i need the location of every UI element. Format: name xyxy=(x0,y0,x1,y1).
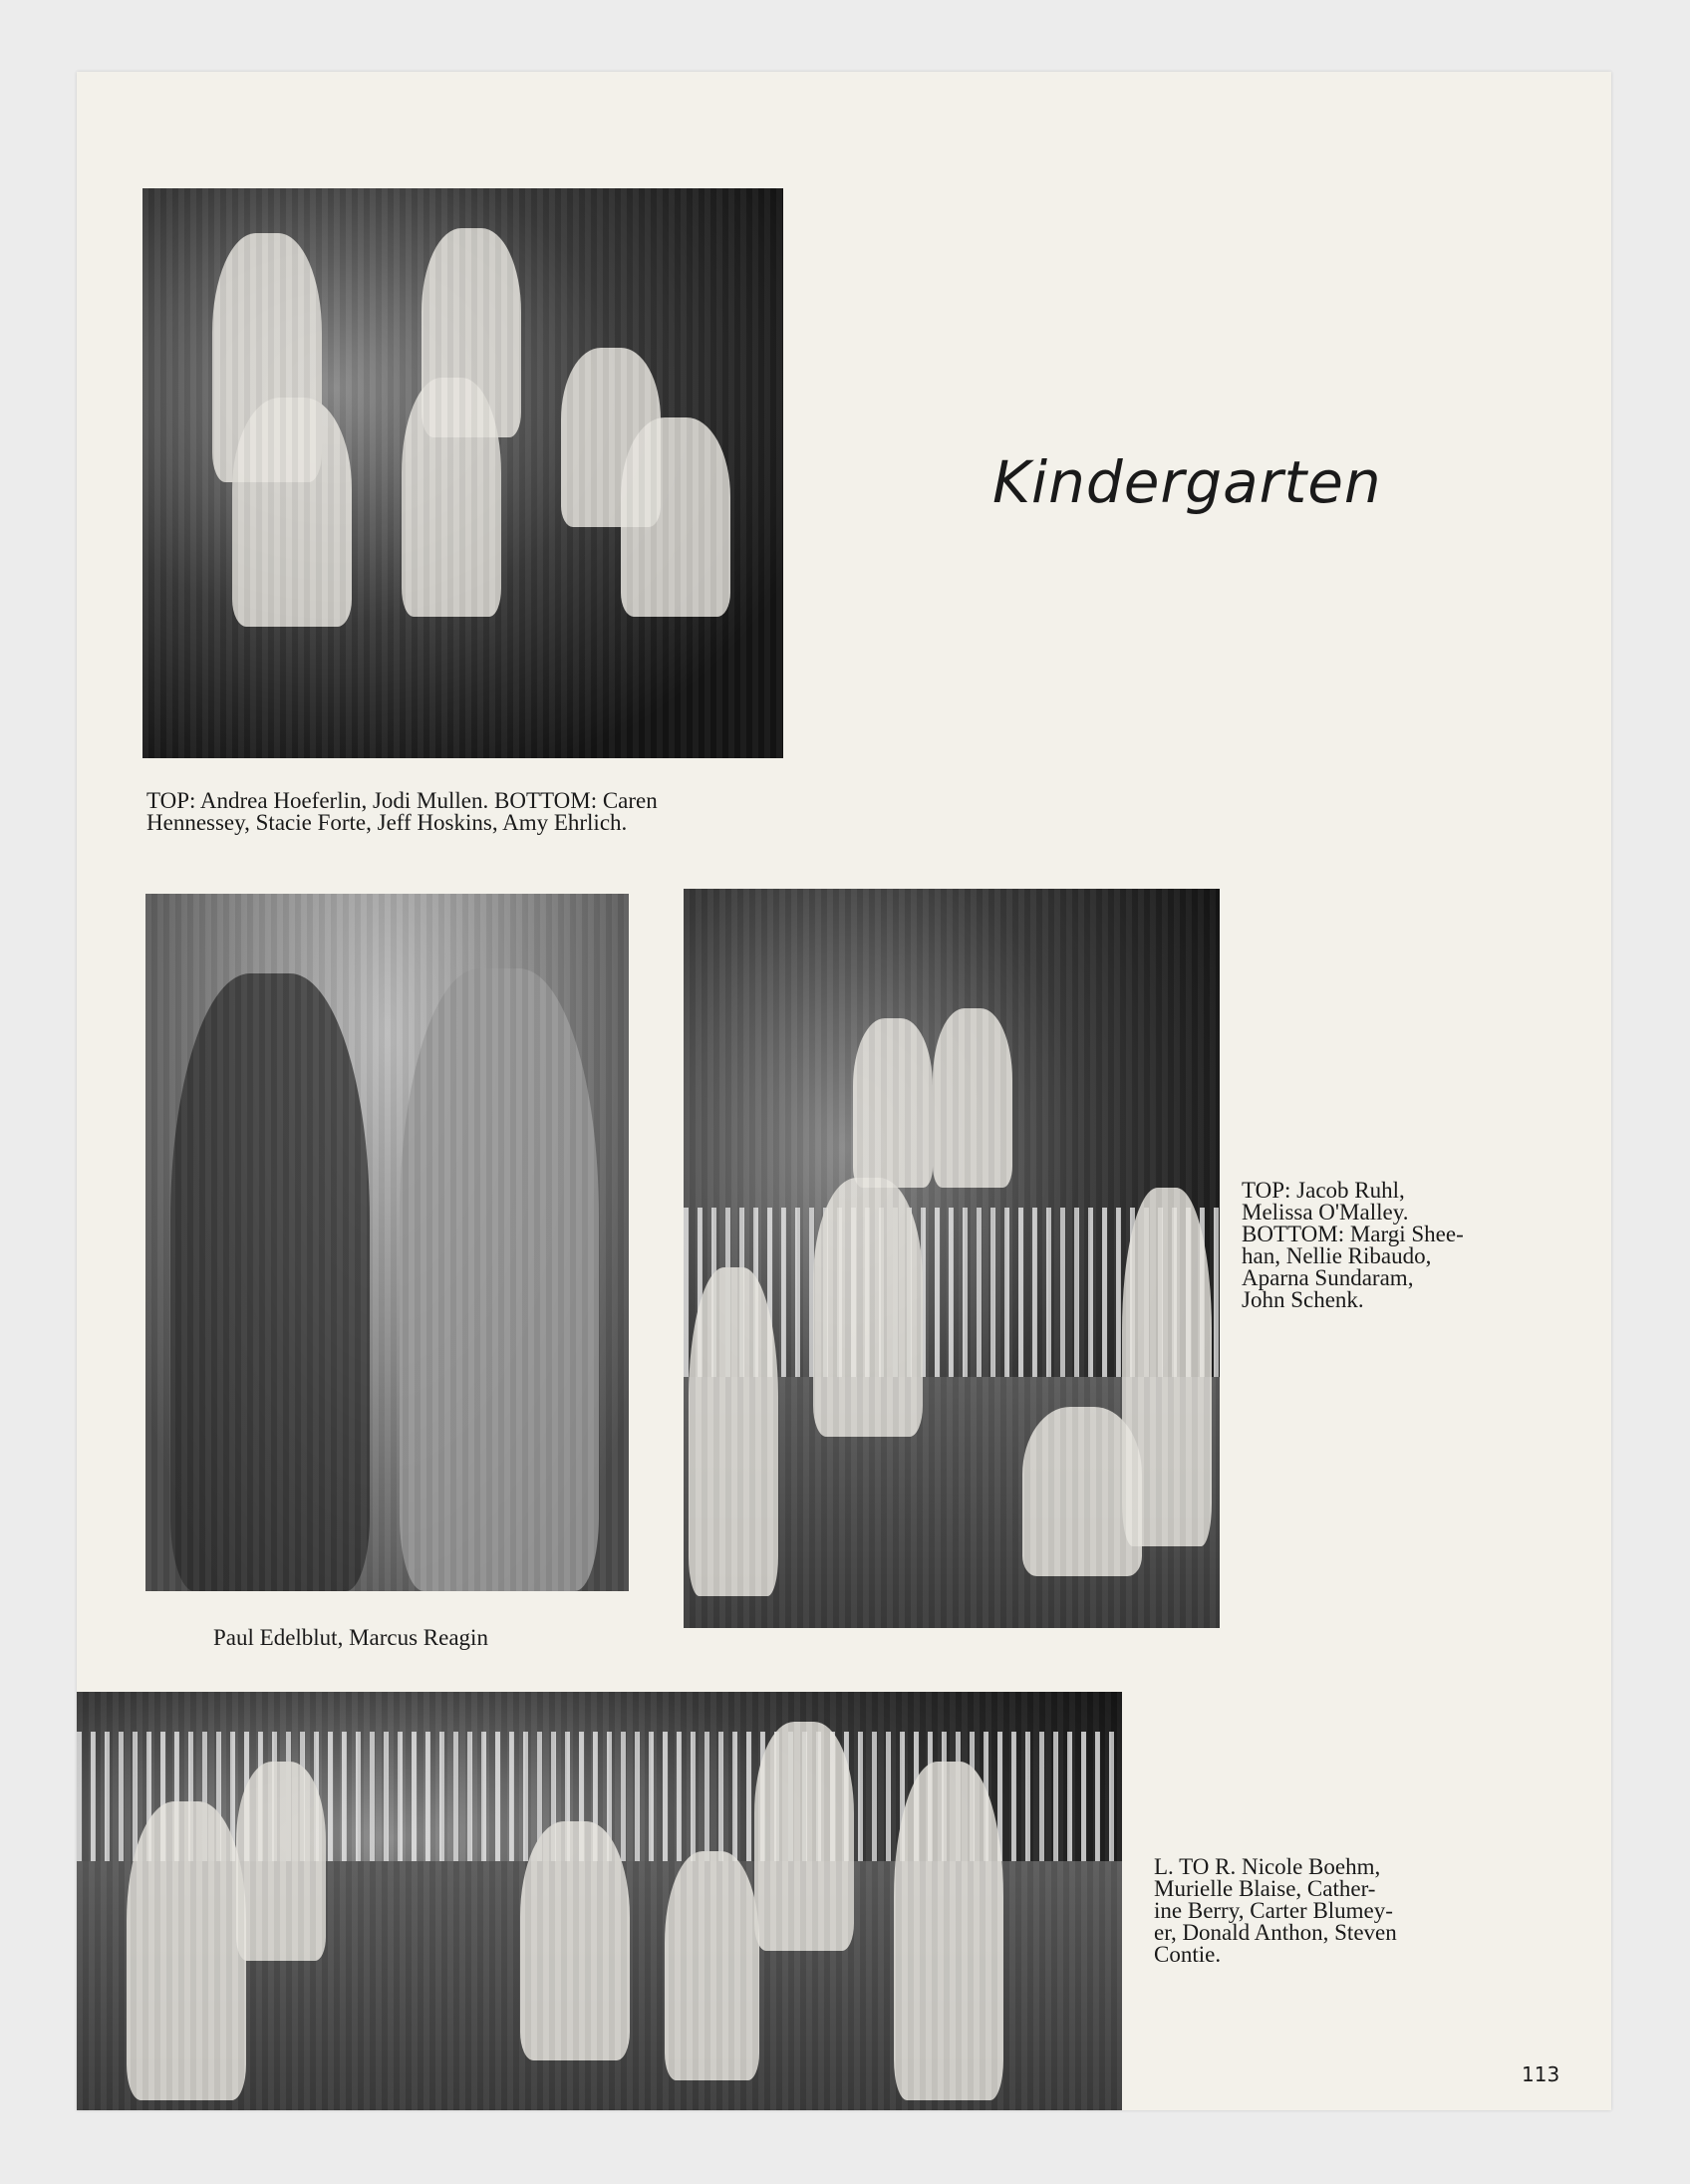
picket-fence xyxy=(684,1208,1220,1377)
child-figure xyxy=(665,1851,759,2080)
caption-two-boys: Paul Edelblut, Marcus Reagin xyxy=(213,1625,488,1650)
child-figure xyxy=(402,378,501,617)
child-figure xyxy=(170,973,370,1591)
child-figure xyxy=(933,1008,1012,1188)
child-figure xyxy=(621,417,730,617)
caption-swing-set: TOP: Jacob Ruhl, Melissa O'Malley. BOTTOM: Margi Shee- han, Nellie Ribaudo, Aparna Sundaram, John Schenk. xyxy=(1242,1178,1464,1312)
child-figure xyxy=(520,1821,630,2060)
child-figure xyxy=(561,348,661,527)
page-number: 113 xyxy=(1522,2062,1560,2086)
child-figure xyxy=(894,1762,1003,2100)
yearbook-page xyxy=(77,72,1611,2110)
child-figure xyxy=(689,1267,778,1596)
caption-top-photo: TOP: Andrea Hoeferlin, Jodi Mullen. BOTTOM: Caren Hennessey, Stacie Forte, Jeff Hoskins, Amy Ehrlich. xyxy=(146,788,658,835)
photo-two-boys xyxy=(145,894,629,1591)
child-figure xyxy=(422,228,521,437)
child-figure xyxy=(754,1722,854,1951)
child-figure xyxy=(236,1762,326,1961)
child-figure xyxy=(853,1018,933,1188)
photo-swing-set xyxy=(684,889,1220,1628)
grass-ground xyxy=(684,1377,1220,1628)
caption-seesaw: L. TO R. Nicole Boehm, Murielle Blaise, Cather- ine Berry, Carter Blumey- er, Donald Anthon, Steven Contie. xyxy=(1154,1854,1397,1967)
child-figure xyxy=(1122,1188,1212,1546)
child-figure xyxy=(400,968,599,1591)
child-figure xyxy=(813,1178,923,1437)
grass-ground xyxy=(77,1861,1122,2110)
photo-seesaw xyxy=(77,1692,1122,2110)
picket-fence xyxy=(77,1732,1122,1881)
page-title: Kindergarten xyxy=(992,448,1382,516)
photo-climbing-dome xyxy=(142,188,783,758)
child-figure xyxy=(127,1801,246,2100)
child-figure xyxy=(212,233,322,482)
child-figure xyxy=(232,398,352,627)
child-figure xyxy=(1022,1407,1142,1576)
